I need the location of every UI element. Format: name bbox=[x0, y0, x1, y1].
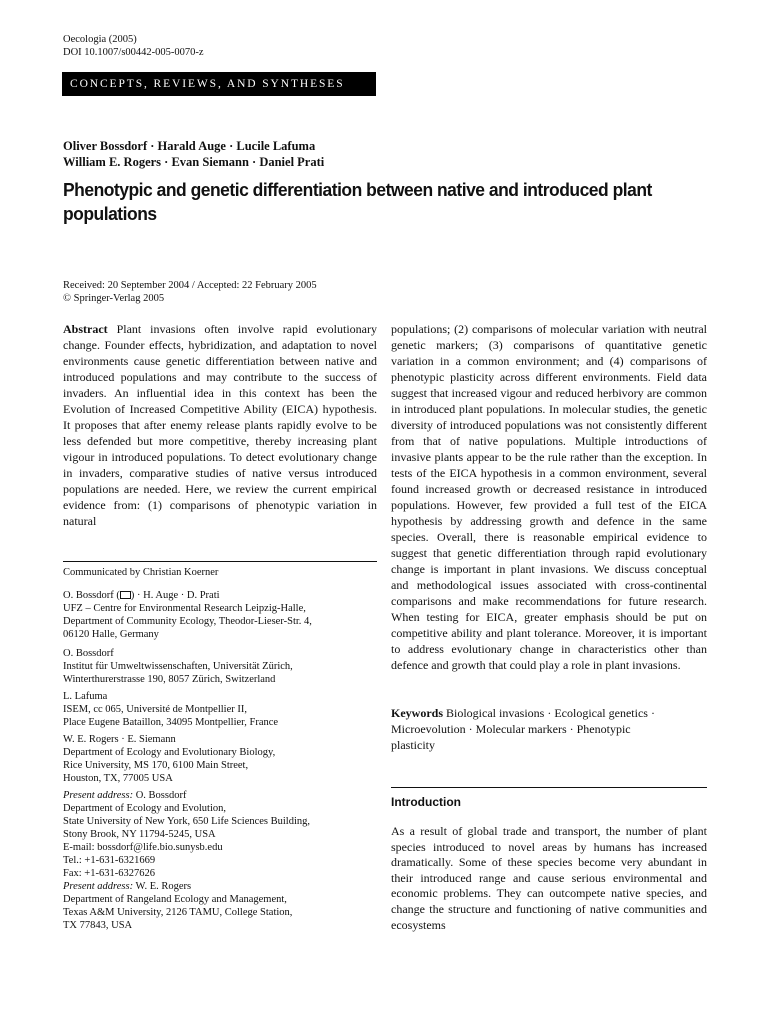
present-address-block: Present address: W. E. Rogers Department of Rangeland Ecology and Management, Texas A&M University, 2126 TAMU, College Station, TX 77843, USA bbox=[63, 881, 293, 931]
communicated-by: Communicated by Christian Koerner bbox=[63, 567, 219, 578]
section-heading: Introduction bbox=[391, 795, 461, 809]
abstract-right-column: populations; (2) comparisons of molecular variation with neutral genetic markers; (3) comparisons of quantitative genetic variation in a common environment; and (4) comparisons of phenotypic plasticity across different environments. Field data suggest that increased vigour and reduced herbivory are common in introduced plant populations. In molecular studies, the genetic diversity of introduced populations was not consistently different from that of native populations. Multiple introductions of invasive plants appear to be the rule rather than the exception. In tests of the EICA hypothesis in a common environment, several found increased growth or decreased resistance in introduced populations. However, few provided a full test of the EICA hypothesis by addressing growth and defence in the same species. Overall, there is reasonable empirical evidence to suggest that genetic differentiation through rapid evolutionary change is important in plant invasions. We discuss conceptual and methodological issues associated with cross-continental comparisons and make recommendations for future research. When testing for EICA, greater emphasis should be put on competitive ability and plant tolerance. Moreover, it is important to address evolutionary change in characteristics other than defence and growth that could play a role in plant invasions. bbox=[391, 322, 707, 672]
author-line: William E. Rogers · Evan Siemann · Daniel Prati bbox=[63, 155, 325, 169]
present-address-block: Present address: O. Bossdorf Department of Ecology and Evolution, State University of New York, 650 Life Sciences Building, Stony Brook, NY 11794-5245, USA E-mail: bossdorf@life.bio.sunysb.edu Tel.: +1-631-6321669 Fax: +1-631-6327626 bbox=[63, 789, 383, 880]
fax: Fax: +1-631-6327626 bbox=[63, 868, 155, 879]
section-divider bbox=[391, 787, 707, 788]
author-line: Oliver Bossdorf · Harald Auge · Lucile Lafuma bbox=[63, 139, 316, 153]
affiliation-block: L. Lafuma ISEM, cc 065, Université de Montpellier II, Place Eugene Bataillon, 34095 Montpellier, France bbox=[63, 691, 279, 728]
telephone: Tel.: +1-631-6321669 bbox=[63, 855, 156, 866]
abstract-text-part1: Plant invasions often involve rapid evolutionary change. Founder effects, hybridization, and adaptation to novel environments cause genetic differentiation between native and introduced populations and may contribute to the success of invaders. An influential idea in this context has been the Evolution of Increased Competitive Ability (EICA) hypothesis. It proposes that after enemy release plants rapidly evolve to be less defended but more competitive, thereby increasing plant vigour in introduced populations. To detect evolutionary change in invaders, comparative studies of native versus introduced populations are needed. Here, we review the current empirical evidence from: (1) comparisons of phenotypic variation in natural bbox=[63, 322, 378, 528]
affiliation-block: O. Bossdorf ( ) · H. Auge · D. Prati UFZ – Centre for Environmental Research Leipzig-Halle, Department of Community Ecology, Theodor-Lieser-Str. 4, 06120 Halle, Germany bbox=[63, 590, 312, 640]
keywords: Keywords Biological invasions · Ecological genetics · Microevolution · Molecular markers · Phenotypic plasticity bbox=[391, 706, 655, 752]
author-list bbox=[63, 138, 324, 170]
copyright: © Springer-Verlag 2005 bbox=[63, 293, 165, 304]
journal-header bbox=[63, 33, 204, 59]
abstract-label: Abstract bbox=[63, 322, 108, 336]
journal-name: Oecologia (2005) bbox=[63, 34, 137, 45]
abstract-left-column bbox=[63, 321, 377, 529]
publication-dates bbox=[63, 279, 317, 305]
footnote-divider bbox=[63, 561, 377, 562]
intro-paragraph: As a result of global trade and transport, the number of plant species introduced to novel areas by humans has increased dramatically. Some of these species become very abundant in their introduced range and cause serious environmental and economic problems. They can outcompete native species, and change the structure and functioning of native communities and ecosystems bbox=[391, 824, 707, 932]
received-accepted: Received: 20 September 2004 / Accepted: 22 February 2005 bbox=[63, 280, 317, 291]
affiliation-block: W. E. Rogers · E. Siemann Department of Ecology and Evolutionary Biology, Rice University, MS 170, 6100 Main Street, Houston, TX, 77005 USA bbox=[63, 734, 276, 784]
affiliation-block: O. Bossdorf Institut für Umweltwissenschaften, Universität Zürich, Winterthurerstrasse 190, 8057 Zürich, Switzerland bbox=[63, 648, 293, 685]
paper-title: Phenotypic and genetic differentiation between native and introduced plant populations bbox=[63, 180, 652, 224]
envelope-icon bbox=[120, 591, 131, 599]
email: E-mail: bossdorf@life.bio.sunysb.edu bbox=[63, 842, 223, 853]
keywords-label: Keywords bbox=[391, 706, 443, 720]
doi: DOI 10.1007/s00442-005-0070-z bbox=[63, 47, 204, 58]
section-banner: CONCEPTS, REVIEWS, AND SYNTHESES bbox=[62, 72, 376, 96]
